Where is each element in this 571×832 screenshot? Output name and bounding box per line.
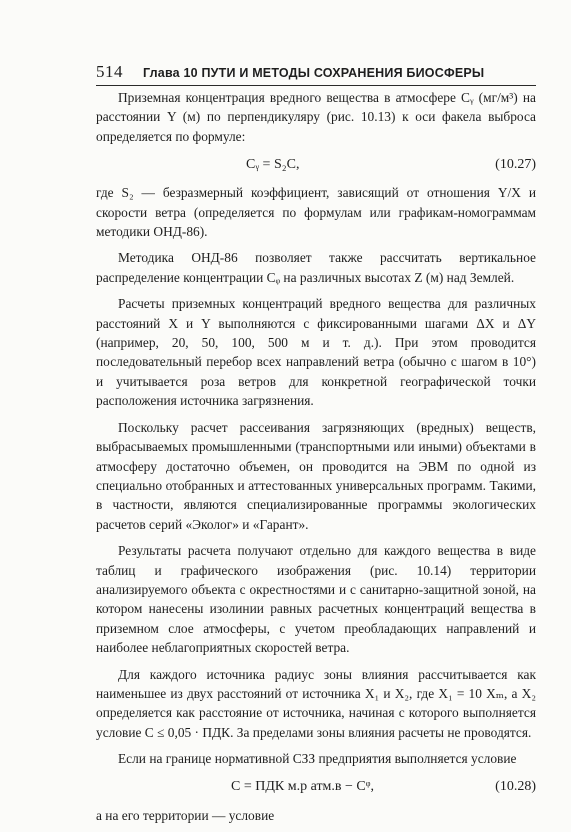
paragraph-9: а на его территории — условие xyxy=(96,807,275,823)
page-number: 514 xyxy=(96,62,123,81)
page-body xyxy=(96,88,536,832)
paragraph-4: Расчеты приземных концентраций вредного вещества для различных расстояний X и Y выполняются с фиксированными шагами ΔX и ΔY (например, 20, 50, 100, 500 м и т. д.). При этом проводится последовательный перебор всех направлений ветра (обычно с шагом в 10°) и учитывается роза ветров для конкретной географической точки расположения источника загрязнения. xyxy=(96,296,536,409)
formula-text: Cᵧ = S₂C, xyxy=(246,156,300,172)
running-header xyxy=(96,62,536,86)
formula-10-27 xyxy=(96,153,536,175)
formula-10-28 xyxy=(96,776,536,798)
chapter-title: Глава 10 ПУТИ И МЕТОДЫ СОХРАНЕНИЯ БИОСФЕРЫ xyxy=(143,66,485,80)
formula-text: C = ПДК м.р атм.в − Cᵠ, xyxy=(231,778,374,794)
paragraph-1: Приземная концентрация вредного вещества в атмосфере Cᵧ (мг/м³) на расстоянии Y (м) по перпендикуляру (рис. 10.13) к оси факела выброса определяется по формуле: xyxy=(96,90,536,144)
paragraph-6: Результаты расчета получают отдельно для каждого вещества в виде таблиц и графического изображения (рис. 10.14) территории анализируемого объекта с окрестностями и с санитарно-защитной зоной, на котором нанесены изолинии равных расчетных концентраций вещества в приземном слое атмосферы, с учетом преобладающих направлений и наиболее неблагоприятных скоростей ветра. xyxy=(96,543,536,656)
paragraph-8: Если на границе нормативной СЗЗ предприятия выполняется условие xyxy=(118,751,517,767)
paragraph-2: где S₂ — безразмерный коэффициент, зависящий от отношения Y/X и скорости ветра (определяется по формулам или графикам-номограммам методики ОНД-86). xyxy=(96,185,536,240)
paragraph-7: Для каждого источника радиус зоны влияния рассчитывается как наименьшее из двух расстояний от источника X₁ и X₂, где X₁ = 10 Xₘ, а X₂ определяется как расстояние от источника, начиная с которого выполняется условие C ≤ 0,05 · ПДК. За пределами зоны влияния расчеты не проводятся. xyxy=(96,666,536,740)
paragraph-3: Методика ОНД-86 позволяет также рассчитать вертикальное распределение концентрации Cᵩ на различных высотах Z (м) над Землей. xyxy=(96,250,536,285)
equation-number: (10.27) xyxy=(495,156,536,172)
equation-number: (10.28) xyxy=(495,778,536,794)
paragraph-5: Поскольку расчет рассеивания загрязняющих (вредных) веществ, выбрасываемых промышленными (транспортными или иными) объектами в атмосферу достаточно объемен, он проводится на ЭВМ по одной из специально отобранных и аттестованных универсальных программ. Такими, в частности, являются специализированные программы экологических расчетов серий «Эколог» и «Гарант». xyxy=(96,419,536,532)
